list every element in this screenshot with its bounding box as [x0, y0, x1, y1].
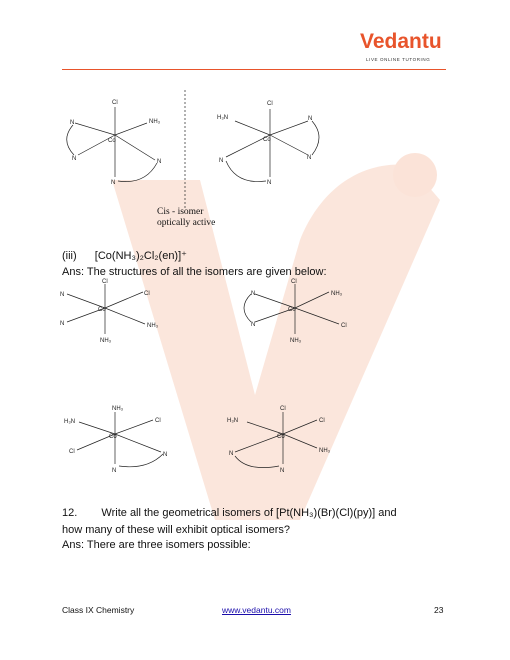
svg-text:Cl: Cl	[102, 279, 108, 285]
svg-text:Co: Co	[277, 434, 285, 440]
mid-left-complex	[67, 284, 145, 334]
svg-text:Cl: Cl	[112, 100, 118, 106]
answer-12: Ans: There are three isomers possible:	[62, 539, 251, 551]
answer-iii: Ans: The structures of all the isomers are given below:	[62, 266, 327, 278]
section-iii-label: (iii)	[62, 250, 77, 262]
footer-left: Class IX Chemistry	[62, 605, 135, 615]
svg-text:Co: Co	[109, 434, 117, 440]
vedantu-logo	[360, 30, 442, 54]
svg-text:Co: Co	[108, 138, 116, 144]
svg-text:N: N	[70, 120, 75, 126]
svg-text:NH₃: NH₃	[319, 448, 331, 454]
svg-text:N: N	[251, 322, 256, 328]
header-divider	[62, 69, 446, 70]
question-12-line-2: how many of these will exhibit optical isomers?	[62, 524, 291, 536]
lower-left-complex	[77, 412, 163, 467]
svg-text:Co: Co	[288, 307, 296, 313]
logo-tagline: LIVE ONLINE TUTORING	[366, 57, 431, 62]
left-complex	[67, 107, 157, 182]
section-iii-formula: [Co(NH₃)₂Cl₂(en)]⁺	[94, 250, 187, 262]
svg-text:Cl: Cl	[69, 449, 75, 455]
lower-right-complex	[235, 412, 317, 468]
caption-line-1: Cis - isomer	[157, 207, 204, 217]
svg-text:N: N	[111, 180, 116, 186]
svg-text:Co: Co	[263, 137, 271, 143]
section-iii-heading	[62, 250, 187, 263]
top-isomer-diagram	[60, 85, 350, 215]
svg-text:H₃N: H₃N	[64, 419, 76, 425]
svg-text:NH₃: NH₃	[149, 119, 161, 125]
svg-text:Cl: Cl	[155, 418, 161, 424]
footer-website-link[interactable]: www.vedantu.com	[222, 605, 291, 615]
svg-text:Cl: Cl	[267, 101, 273, 107]
svg-text:NH₃: NH₃	[147, 323, 159, 329]
svg-text:N: N	[229, 451, 234, 457]
lower-isomer-diagram	[55, 402, 355, 477]
svg-text:N: N	[308, 116, 313, 122]
right-complex	[226, 109, 319, 182]
question-12	[62, 507, 397, 520]
question-12-number: 12.	[62, 507, 78, 519]
svg-text:N: N	[157, 159, 162, 165]
caption-line-2: optically active	[157, 218, 216, 228]
logo-text: Vedantu	[360, 30, 442, 53]
svg-text:N: N	[60, 292, 65, 298]
svg-text:Cl: Cl	[319, 418, 325, 424]
svg-text:Cl: Cl	[341, 323, 347, 329]
svg-text:N: N	[60, 321, 65, 327]
middle-isomer-diagram	[55, 278, 375, 348]
svg-text:N: N	[307, 155, 312, 161]
svg-text:N: N	[72, 156, 77, 162]
svg-text:Cl: Cl	[144, 291, 150, 297]
svg-text:NH₃: NH₃	[112, 406, 124, 412]
page-number: 23	[434, 605, 444, 615]
svg-text:NH₃: NH₃	[290, 338, 302, 344]
isomer-caption	[157, 207, 215, 229]
svg-text:N: N	[219, 158, 224, 164]
svg-text:NH₃: NH₃	[331, 291, 343, 297]
svg-text:Co: Co	[98, 307, 106, 313]
svg-text:NH₃: NH₃	[100, 338, 112, 344]
svg-text:Cl: Cl	[291, 279, 297, 285]
svg-text:N: N	[280, 468, 285, 474]
svg-text:N: N	[112, 468, 117, 474]
svg-text:H₃N: H₃N	[217, 115, 229, 121]
svg-text:N: N	[251, 291, 256, 297]
svg-text:N: N	[267, 180, 272, 186]
svg-text:N: N	[163, 452, 168, 458]
svg-text:H₃N: H₃N	[227, 418, 239, 424]
svg-text:Cl: Cl	[280, 406, 286, 412]
question-12-line-1: Write all the geometrical isomers of [Pt(NH₃)(Br)(Cl)(py)] and	[101, 507, 397, 519]
